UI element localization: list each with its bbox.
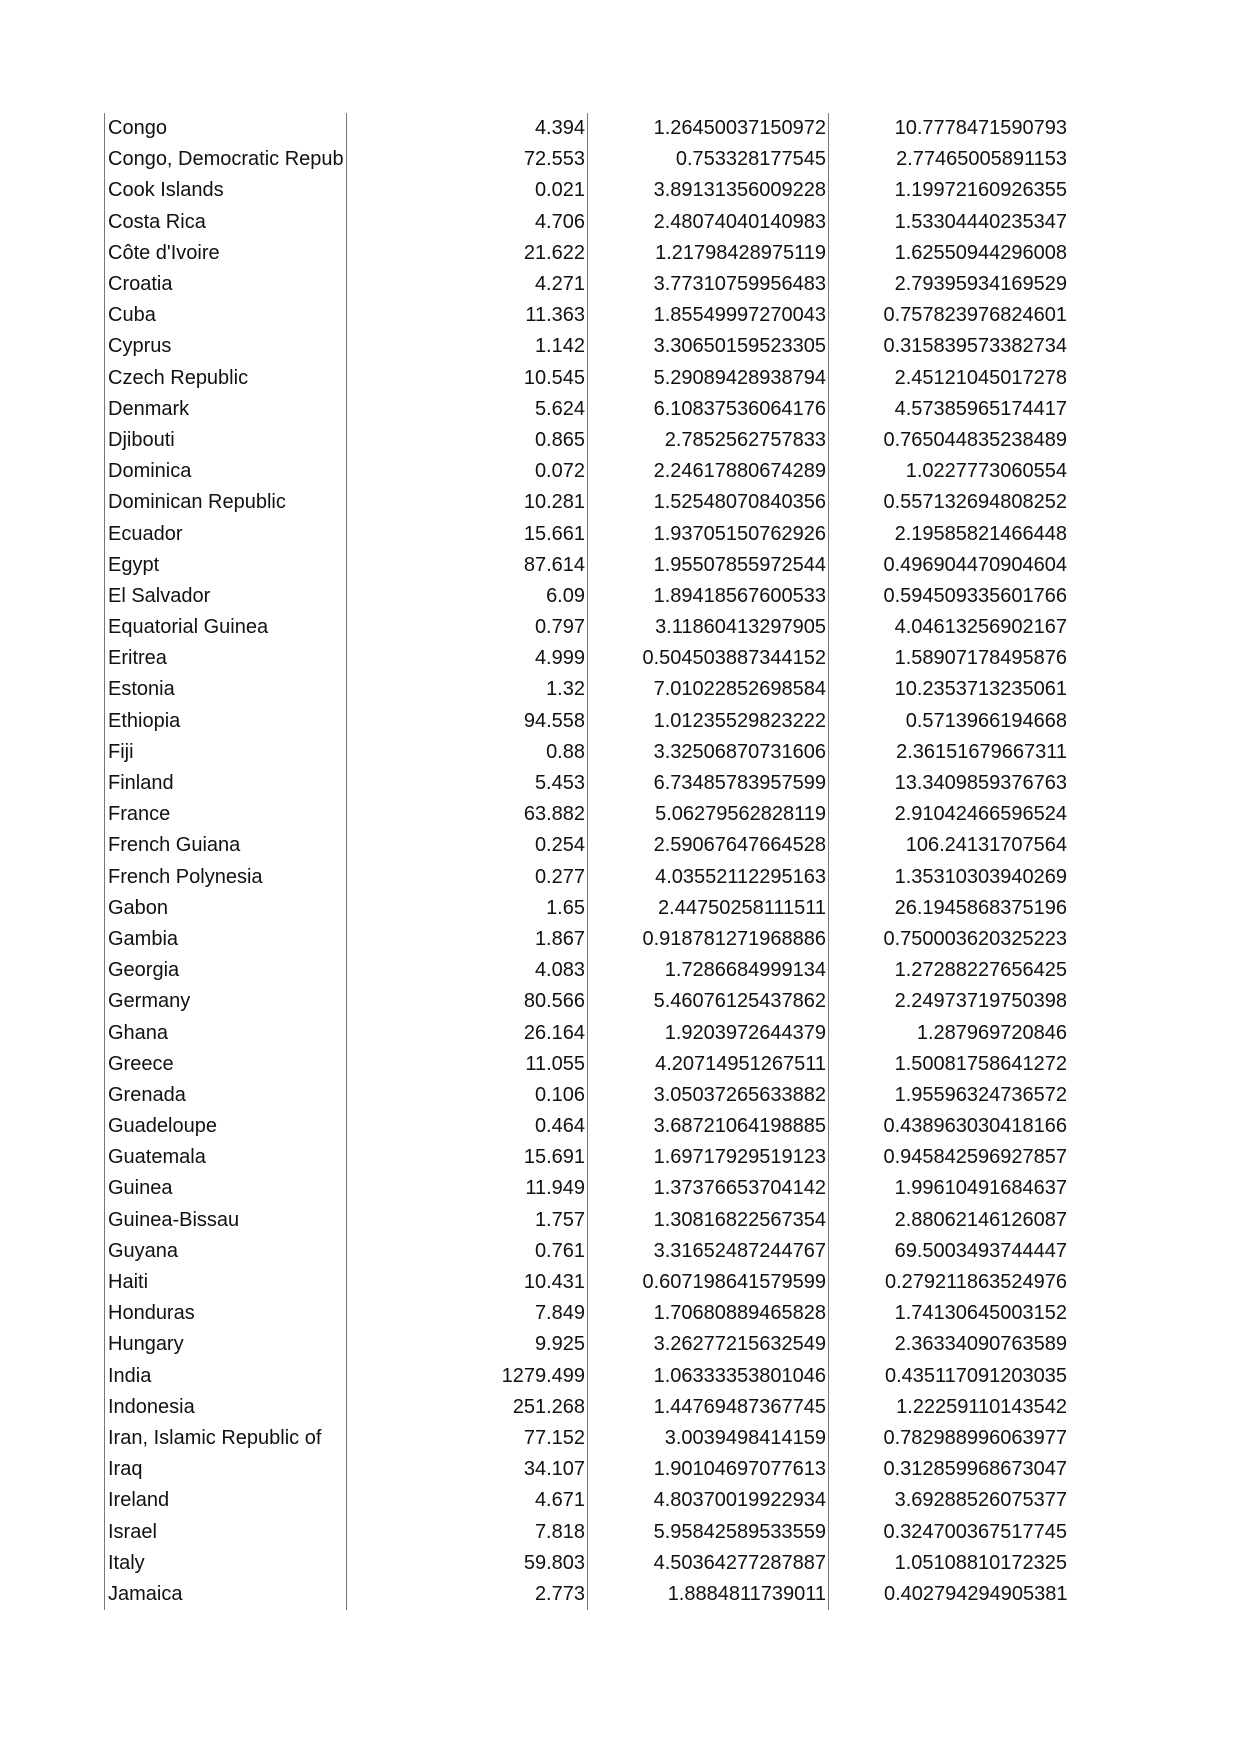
value-cell-3[interactable]: 2.36151679667311 bbox=[896, 740, 1067, 763]
table-row bbox=[105, 1298, 1070, 1329]
value-cell-1[interactable]: 34.107 bbox=[347, 1454, 588, 1485]
table-row bbox=[105, 175, 1070, 206]
country-cell[interactable]: Gabon bbox=[105, 893, 347, 924]
value-cell-3[interactable]: 2.88062146126087 bbox=[894, 1208, 1067, 1231]
table-row bbox=[105, 1267, 1070, 1298]
value-cell-3[interactable]: 0.782988996063977 bbox=[883, 1426, 1067, 1449]
table-row bbox=[105, 550, 1070, 581]
table-row bbox=[105, 1236, 1070, 1267]
country-cell[interactable]: Congo, Democratic Repub bbox=[105, 144, 347, 175]
value-cell-2[interactable]: 2.7852562757833 bbox=[588, 425, 829, 456]
value-cell-3[interactable]: 2.77465005891153 bbox=[896, 148, 1067, 171]
value-cell-2[interactable]: 1.26450037150972 bbox=[588, 113, 829, 144]
value-cell-1[interactable]: 11.055 bbox=[347, 1049, 588, 1080]
value-cell-1[interactable]: 15.691 bbox=[347, 1142, 588, 1173]
value-cell-3[interactable]: 0.557132694808252 bbox=[883, 491, 1067, 514]
table-row bbox=[105, 394, 1070, 425]
value-cell-2[interactable]: 3.26277215632549 bbox=[588, 1329, 829, 1360]
value-cell-1[interactable]: 0.464 bbox=[347, 1111, 588, 1142]
value-cell-1[interactable]: 10.281 bbox=[347, 487, 588, 518]
value-cell-3[interactable]: 106.24131707564 bbox=[905, 834, 1067, 857]
table-row bbox=[105, 1205, 1070, 1236]
value-cell-2[interactable]: 3.77310759956483 bbox=[588, 269, 829, 300]
value-cell-1[interactable]: 0.865 bbox=[347, 425, 588, 456]
country-cell[interactable]: Cuba bbox=[105, 300, 347, 331]
country-cell[interactable]: Germany bbox=[105, 986, 347, 1017]
value-cell-2[interactable]: 0.753328177545 bbox=[588, 144, 829, 175]
value-cell-1[interactable]: 59.803 bbox=[347, 1548, 588, 1579]
value-cell-2[interactable]: 1.70680889465828 bbox=[588, 1298, 829, 1329]
country-cell[interactable]: Denmark bbox=[105, 394, 347, 425]
table-row bbox=[105, 425, 1070, 456]
value-cell-1[interactable]: 4.706 bbox=[347, 207, 588, 238]
table-row bbox=[105, 1080, 1070, 1111]
value-cell-2[interactable]: 1.01235529823222 bbox=[588, 706, 829, 737]
value-cell-3[interactable]: 1.05108810172325 bbox=[894, 1551, 1067, 1574]
table-row bbox=[105, 518, 1070, 549]
value-cell-1[interactable]: 4.671 bbox=[347, 1485, 588, 1516]
value-cell-1[interactable]: 4.394 bbox=[347, 113, 588, 144]
country-cell[interactable]: French Guiana bbox=[105, 830, 347, 861]
value-cell-3[interactable]: 1.19972160926355 bbox=[894, 179, 1067, 202]
value-cell-3[interactable]: 1.95596324736572 bbox=[894, 1083, 1067, 1106]
table-row bbox=[105, 1017, 1070, 1048]
country-cell[interactable]: Guinea-Bissau bbox=[105, 1205, 347, 1236]
value-cell-3[interactable]: 1.74130645003152 bbox=[894, 1302, 1067, 1325]
country-cell[interactable]: Haiti bbox=[105, 1267, 347, 1298]
country-cell[interactable]: Honduras bbox=[105, 1298, 347, 1329]
value-cell-3[interactable]: 1.99610491684637 bbox=[894, 1177, 1067, 1200]
table-row bbox=[105, 862, 1070, 893]
country-cell[interactable]: Italy bbox=[105, 1548, 347, 1579]
value-cell-1[interactable]: 1.32 bbox=[347, 674, 588, 705]
table-row bbox=[105, 456, 1070, 487]
country-cell[interactable]: Guinea bbox=[105, 1173, 347, 1204]
country-cell[interactable]: Eritrea bbox=[105, 643, 347, 674]
value-cell-2[interactable]: 1.7286684999134 bbox=[588, 955, 829, 986]
value-cell-1[interactable]: 1.867 bbox=[347, 924, 588, 955]
country-cell[interactable]: Greece bbox=[105, 1049, 347, 1080]
value-cell-2[interactable]: 3.32506870731606 bbox=[588, 737, 829, 768]
value-cell-1[interactable]: 7.818 bbox=[347, 1516, 588, 1547]
country-cell[interactable]: Guadeloupe bbox=[105, 1111, 347, 1142]
table-row bbox=[105, 238, 1070, 269]
table-row bbox=[105, 1361, 1070, 1392]
value-cell-2[interactable]: 5.46076125437862 bbox=[588, 986, 829, 1017]
value-cell-1[interactable]: 5.624 bbox=[347, 394, 588, 425]
value-cell-1[interactable]: 10.545 bbox=[347, 363, 588, 394]
value-cell-2[interactable]: 0.918781271968886 bbox=[588, 924, 829, 955]
table-row bbox=[105, 830, 1070, 861]
value-cell-2[interactable]: 1.85549997270043 bbox=[588, 300, 829, 331]
value-cell-1[interactable]: 77.152 bbox=[347, 1423, 588, 1454]
value-cell-3[interactable]: 10.2353713235061 bbox=[894, 678, 1067, 701]
country-cell[interactable]: Israel bbox=[105, 1516, 347, 1547]
country-cell[interactable]: Finland bbox=[105, 768, 347, 799]
country-cell[interactable]: Indonesia bbox=[105, 1392, 347, 1423]
value-cell-1[interactable]: 0.277 bbox=[347, 862, 588, 893]
table-body bbox=[105, 113, 1070, 1610]
value-cell-3[interactable]: 0.402794294905381 bbox=[883, 1582, 1068, 1605]
value-cell-2[interactable]: 7.01022852698584 bbox=[588, 674, 829, 705]
value-cell-1[interactable]: 10.431 bbox=[347, 1267, 588, 1298]
value-cell-1[interactable]: 5.453 bbox=[347, 768, 588, 799]
table-row bbox=[105, 1454, 1070, 1485]
value-cell-3[interactable]: 1.22259110143542 bbox=[896, 1395, 1067, 1418]
value-cell-1[interactable]: 1.757 bbox=[347, 1205, 588, 1236]
table-row bbox=[105, 1173, 1070, 1204]
value-cell-1[interactable]: 0.106 bbox=[347, 1080, 588, 1111]
value-cell-3[interactable]: 1.62550944296008 bbox=[894, 241, 1067, 264]
table-row bbox=[105, 1579, 1070, 1610]
table-row bbox=[105, 643, 1070, 674]
data-table bbox=[104, 113, 1070, 1610]
value-cell-3[interactable]: 0.757823976824601 bbox=[883, 304, 1067, 327]
value-cell-2[interactable]: 6.73485783957599 bbox=[588, 768, 829, 799]
value-cell-1[interactable]: 11.363 bbox=[347, 300, 588, 331]
country-cell[interactable]: Guatemala bbox=[105, 1142, 347, 1173]
value-cell-2[interactable]: 4.50364277287887 bbox=[588, 1548, 829, 1579]
value-cell-1[interactable]: 72.553 bbox=[347, 144, 588, 175]
table-row bbox=[105, 363, 1070, 394]
value-cell-1[interactable]: 26.164 bbox=[347, 1017, 588, 1048]
value-cell-2[interactable]: 0.504503887344152 bbox=[588, 643, 829, 674]
table-row bbox=[105, 300, 1070, 331]
table-row bbox=[105, 799, 1070, 830]
country-cell[interactable]: Czech Republic bbox=[105, 363, 347, 394]
value-cell-1[interactable]: 7.849 bbox=[347, 1298, 588, 1329]
table-row bbox=[105, 1392, 1070, 1423]
table-row bbox=[105, 1111, 1070, 1142]
table-row bbox=[105, 113, 1070, 144]
country-cell[interactable]: Cook Islands bbox=[105, 175, 347, 206]
value-cell-1[interactable]: 0.797 bbox=[347, 612, 588, 643]
value-cell-2[interactable]: 1.06333353801046 bbox=[588, 1361, 829, 1392]
value-cell-1[interactable]: 15.661 bbox=[347, 518, 588, 549]
country-cell[interactable]: Ireland bbox=[105, 1485, 347, 1516]
table-row bbox=[105, 1423, 1070, 1454]
table-row bbox=[105, 269, 1070, 300]
table-row bbox=[105, 674, 1070, 705]
value-cell-1[interactable]: 2.773 bbox=[347, 1579, 588, 1610]
value-cell-3[interactable]: 10.7778471590793 bbox=[894, 117, 1067, 140]
table-row bbox=[105, 144, 1070, 175]
value-cell-3[interactable]: 4.04613256902167 bbox=[894, 616, 1067, 639]
value-cell-2[interactable]: 2.44750258111511 bbox=[588, 893, 829, 924]
value-cell-2[interactable]: 5.29089428938794 bbox=[588, 363, 829, 394]
country-cell[interactable]: Gambia bbox=[105, 924, 347, 955]
value-cell-1[interactable]: 0.88 bbox=[347, 737, 588, 768]
value-cell-2[interactable]: 1.9203972644379 bbox=[588, 1017, 829, 1048]
value-cell-3[interactable]: 0.312859968673047 bbox=[883, 1458, 1067, 1481]
value-cell-3[interactable]: 0.279211863524976 bbox=[884, 1271, 1067, 1294]
value-cell-1[interactable]: 6.09 bbox=[347, 581, 588, 612]
value-cell-1[interactable]: 1279.499 bbox=[347, 1361, 588, 1392]
country-cell[interactable]: Dominican Republic bbox=[105, 487, 347, 518]
country-cell[interactable]: Côte d'Ivoire bbox=[105, 238, 347, 269]
value-cell-2[interactable]: 1.95507855972544 bbox=[588, 550, 829, 581]
value-cell-1[interactable]: 87.614 bbox=[347, 550, 588, 581]
table-row bbox=[105, 1485, 1070, 1516]
value-cell-1[interactable]: 4.083 bbox=[347, 955, 588, 986]
value-cell-2[interactable]: 4.20714951267511 bbox=[588, 1049, 829, 1080]
value-cell-2[interactable]: 3.05037265633882 bbox=[588, 1080, 829, 1111]
table-row bbox=[105, 768, 1070, 799]
value-cell-1[interactable]: 4.271 bbox=[347, 269, 588, 300]
value-cell-2[interactable]: 2.24617880674289 bbox=[588, 456, 829, 487]
table-row bbox=[105, 1049, 1070, 1080]
value-cell-3[interactable]: 1.0227773060554 bbox=[905, 460, 1067, 483]
country-cell[interactable]: Estonia bbox=[105, 674, 347, 705]
value-cell-3[interactable]: 0.594509335601766 bbox=[883, 584, 1067, 607]
table-row bbox=[105, 955, 1070, 986]
value-cell-2[interactable]: 1.90104697077613 bbox=[588, 1454, 829, 1485]
value-cell-3[interactable]: 2.79395934169529 bbox=[894, 273, 1067, 296]
country-cell[interactable]: Ecuador bbox=[105, 518, 347, 549]
value-cell-3[interactable]: 1.50081758641272 bbox=[894, 1052, 1067, 1075]
table-row bbox=[105, 612, 1070, 643]
value-cell-1[interactable]: 0.761 bbox=[347, 1236, 588, 1267]
country-cell[interactable]: Iraq bbox=[105, 1454, 347, 1485]
country-cell[interactable]: Croatia bbox=[105, 269, 347, 300]
country-cell[interactable]: Dominica bbox=[105, 456, 347, 487]
value-cell-2[interactable]: 3.68721064198885 bbox=[588, 1111, 829, 1142]
value-cell-3[interactable]: 2.45121045017278 bbox=[894, 366, 1067, 389]
country-cell[interactable]: India bbox=[105, 1361, 347, 1392]
value-cell-2[interactable]: 6.10837536064176 bbox=[588, 394, 829, 425]
value-cell-2[interactable]: 4.80370019922934 bbox=[588, 1485, 829, 1516]
value-cell-1[interactable]: 251.268 bbox=[347, 1392, 588, 1423]
value-cell-2[interactable]: 4.03552112295163 bbox=[588, 862, 829, 893]
value-cell-3[interactable]: 0.324700367517745 bbox=[883, 1520, 1067, 1543]
value-cell-2[interactable]: 3.0039498414159 bbox=[588, 1423, 829, 1454]
table-row bbox=[105, 1142, 1070, 1173]
value-cell-1[interactable]: 0.072 bbox=[347, 456, 588, 487]
value-cell-2[interactable]: 1.37376653704142 bbox=[588, 1173, 829, 1204]
value-cell-2[interactable]: 1.93705150762926 bbox=[588, 518, 829, 549]
table-row bbox=[105, 924, 1070, 955]
country-cell[interactable]: Jamaica bbox=[105, 1579, 347, 1610]
value-cell-1[interactable]: 1.65 bbox=[347, 893, 588, 924]
value-cell-3[interactable]: 2.36334090763589 bbox=[894, 1333, 1067, 1356]
value-cell-1[interactable]: 4.999 bbox=[347, 643, 588, 674]
value-cell-2[interactable]: 1.30816822567354 bbox=[588, 1205, 829, 1236]
value-cell-1[interactable]: 94.558 bbox=[347, 706, 588, 737]
country-cell[interactable]: Guyana bbox=[105, 1236, 347, 1267]
country-cell[interactable]: Fiji bbox=[105, 737, 347, 768]
table-row bbox=[105, 1516, 1070, 1547]
value-cell-1[interactable]: 21.622 bbox=[347, 238, 588, 269]
value-cell-3[interactable]: 1.53304440235347 bbox=[894, 210, 1067, 233]
country-cell[interactable]: El Salvador bbox=[105, 581, 347, 612]
value-cell-2[interactable]: 3.89131356009228 bbox=[588, 175, 829, 206]
table-row bbox=[105, 893, 1070, 924]
value-cell-2[interactable]: 0.607198641579599 bbox=[588, 1267, 829, 1298]
value-cell-3[interactable]: 0.5713966194668 bbox=[905, 709, 1067, 732]
value-cell-3[interactable]: 0.750003620325223 bbox=[883, 927, 1067, 950]
value-cell-3[interactable]: 0.435117091203035 bbox=[884, 1364, 1067, 1387]
value-cell-3[interactable]: 1.27288227656425 bbox=[894, 959, 1067, 982]
table-row bbox=[105, 487, 1070, 518]
value-cell-3[interactable]: 0.496904470904604 bbox=[883, 553, 1067, 576]
value-cell-3[interactable]: 13.3409859376763 bbox=[894, 772, 1067, 795]
country-cell[interactable]: Ethiopia bbox=[105, 706, 347, 737]
table-row bbox=[105, 1329, 1070, 1360]
country-cell[interactable]: Equatorial Guinea bbox=[105, 612, 347, 643]
value-cell-3[interactable]: 2.19585821466448 bbox=[894, 522, 1067, 545]
country-cell[interactable]: Egypt bbox=[105, 550, 347, 581]
country-cell[interactable]: Costa Rica bbox=[105, 207, 347, 238]
value-cell-2[interactable]: 2.48074040140983 bbox=[588, 207, 829, 238]
country-cell[interactable]: Cyprus bbox=[105, 331, 347, 362]
value-cell-3[interactable]: 1.58907178495876 bbox=[894, 647, 1067, 670]
value-cell-2[interactable]: 5.95842589533559 bbox=[588, 1516, 829, 1547]
value-cell-1[interactable]: 0.021 bbox=[347, 175, 588, 206]
value-cell-2[interactable]: 3.31652487244767 bbox=[588, 1236, 829, 1267]
value-cell-3[interactable]: 69.5003493744447 bbox=[894, 1239, 1067, 1262]
value-cell-3[interactable]: 1.287969720846 bbox=[916, 1021, 1067, 1044]
value-cell-1[interactable]: 1.142 bbox=[347, 331, 588, 362]
value-cell-3[interactable]: 0.945842596927857 bbox=[883, 1146, 1067, 1169]
value-cell-1[interactable]: 80.566 bbox=[347, 986, 588, 1017]
value-cell-3[interactable]: 0.315839573382734 bbox=[883, 335, 1067, 358]
value-cell-1[interactable]: 63.882 bbox=[347, 799, 588, 830]
spreadsheet-page bbox=[104, 113, 1070, 1610]
table-row bbox=[105, 581, 1070, 612]
value-cell-3[interactable]: 0.765044835238489 bbox=[883, 428, 1067, 451]
value-cell-1[interactable]: 9.925 bbox=[347, 1329, 588, 1360]
value-cell-1[interactable]: 11.949 bbox=[347, 1173, 588, 1204]
country-cell[interactable]: Djibouti bbox=[105, 425, 347, 456]
table-row bbox=[105, 737, 1070, 768]
value-cell-2[interactable]: 1.89418567600533 bbox=[588, 581, 829, 612]
value-cell-2[interactable]: 1.44769487367745 bbox=[588, 1392, 829, 1423]
table-row bbox=[105, 986, 1070, 1017]
country-cell[interactable]: Ghana bbox=[105, 1017, 347, 1048]
value-cell-2[interactable]: 1.21798428975119 bbox=[588, 238, 829, 269]
value-cell-3[interactable]: 0.438963030418166 bbox=[883, 1115, 1067, 1138]
value-cell-2[interactable]: 1.8884811739011 bbox=[588, 1579, 829, 1610]
value-cell-3[interactable]: 26.1945868375196 bbox=[894, 896, 1067, 919]
value-cell-1[interactable]: 0.254 bbox=[347, 830, 588, 861]
country-cell[interactable]: Congo bbox=[105, 113, 347, 144]
value-cell-3[interactable]: 2.24973719750398 bbox=[894, 990, 1067, 1013]
table-row bbox=[105, 207, 1070, 238]
value-cell-3[interactable]: 3.69288526075377 bbox=[894, 1489, 1067, 1512]
value-cell-3[interactable]: 2.91042466596524 bbox=[894, 803, 1067, 826]
value-cell-2[interactable]: 3.11860413297905 bbox=[588, 612, 829, 643]
country-cell[interactable]: Georgia bbox=[105, 955, 347, 986]
country-cell[interactable]: Hungary bbox=[105, 1329, 347, 1360]
value-cell-3[interactable]: 4.57385965174417 bbox=[894, 397, 1067, 420]
value-cell-2[interactable]: 3.30650159523305 bbox=[588, 331, 829, 362]
country-cell[interactable]: France bbox=[105, 799, 347, 830]
table-row bbox=[105, 1548, 1070, 1579]
country-cell[interactable]: French Polynesia bbox=[105, 862, 347, 893]
country-cell[interactable]: Iran, Islamic Republic of bbox=[105, 1423, 347, 1454]
value-cell-2[interactable]: 5.06279562828119 bbox=[588, 799, 829, 830]
table-row bbox=[105, 706, 1070, 737]
value-cell-3[interactable]: 1.35310303940269 bbox=[894, 865, 1067, 888]
country-cell[interactable]: Grenada bbox=[105, 1080, 347, 1111]
value-cell-2[interactable]: 2.59067647664528 bbox=[588, 830, 829, 861]
value-cell-2[interactable]: 1.52548070840356 bbox=[588, 487, 829, 518]
table-row bbox=[105, 331, 1070, 362]
value-cell-2[interactable]: 1.69717929519123 bbox=[588, 1142, 829, 1173]
